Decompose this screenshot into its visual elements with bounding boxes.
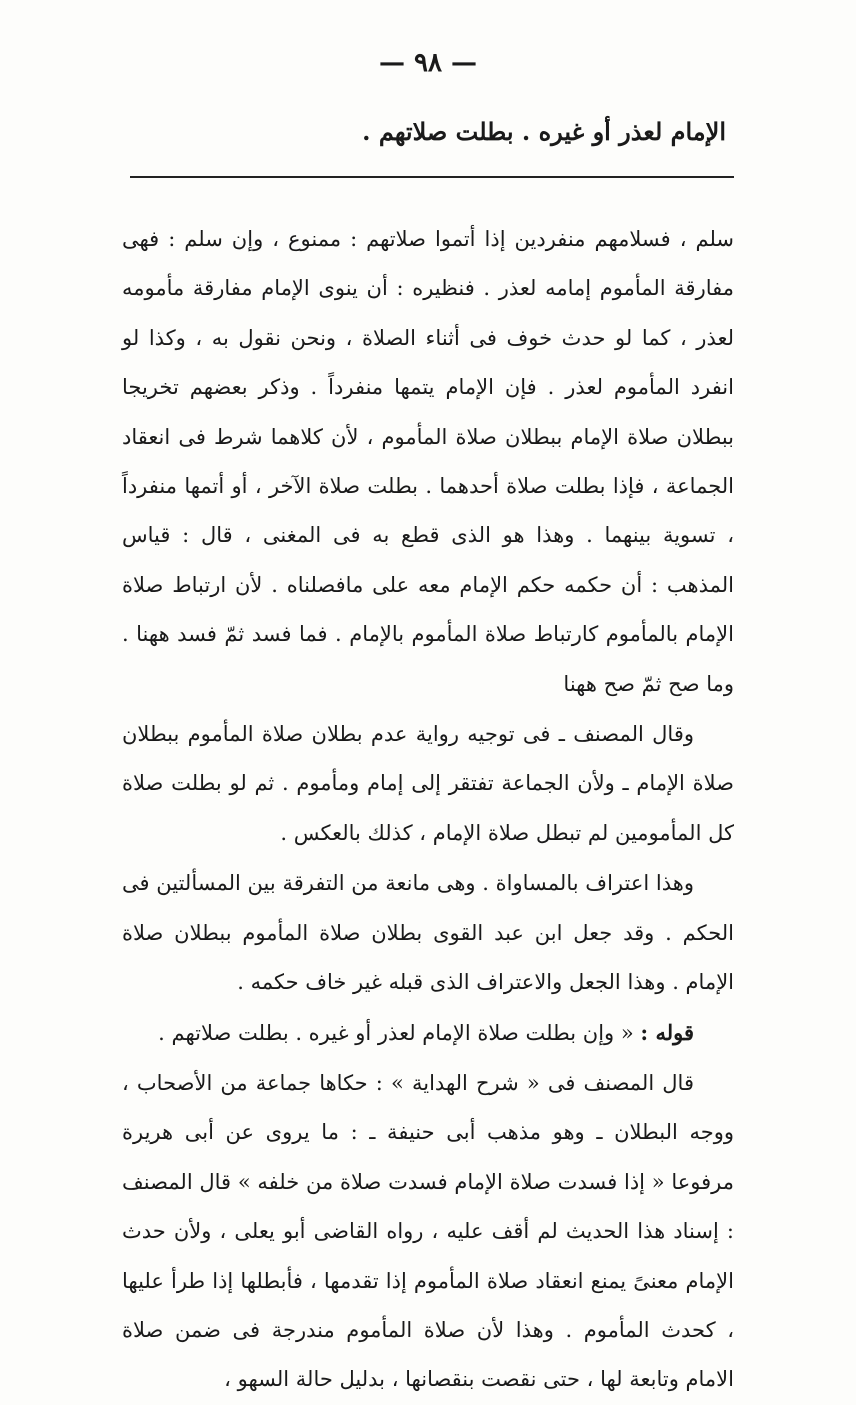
paragraph-text: قال المصنف فى « شرح الهداية » : حكاها جماعة من الأصحاب ، ووجه البطلان ـ وهو مذهب أبى حنيفة ـ : ما يروى عن أبى هريرة مرفوعا « إذا فسدت صلاة الإمام فسدت صلاة من خلفه » قال المصنف : إسناد هذا الحديث لم أقف عليه ، رواه القاضى أبو يعلى ، ولأن حدث الإمام معنىً يمنع انعقاد صلاة المأموم إذا تقدمها ، فأبطلها إذا طرأ عليها ، كحدث المأموم . وهذا لأن صلاة المأموم مندرجة فى ضمن صلاة الامام وتابعة لها ، حتى نقصت بنقصانها ، بدليل حالة السهو ، [122,1070,734,1392]
paragraph-text: وقال المصنف ـ فى توجيه رواية عدم بطلان صلاة المأموم ببطلان صلاة الإمام ـ ولأن الجماعة تفتقر إلى إمام ومأموم . ثم لو بطلت صلاة كل المأمومين لم تبطل صلاة الإمام ، كذلك بالعكس . [122,722,734,845]
matn-text: الإمام لعذر أو غيره . بطلت صلاتهم . [362,117,726,146]
page-number: — ٩٨ — [378,48,478,78]
separator-rule [130,176,734,178]
paragraph-lead: قوله : [640,1019,694,1045]
paragraph-1 [122,214,734,709]
paragraph-5 [122,1058,734,1405]
paragraph-text: « وإن بطلت صلاة الإمام لعذر أو غيره . بطلت صلاتهم . [158,1020,634,1045]
paragraph-3 [122,858,734,1007]
commentary-body [122,214,734,1405]
paragraph-text: وهذا اعتراف بالمساواة . وهى مانعة من التفرقة بين المسألتين فى الحكم . وقد جعل ابن عبد القوى بطلان صلاة المأموم ببطلان صلاة الإمام . وهذا الجعل والاعتراف الذى قبله غير خاف حكمه . [122,871,734,995]
paragraph-4 [122,1008,734,1058]
paragraph-2 [122,709,734,858]
paragraph-text: سلم ، فسلامهم منفردين إذا أتموا صلاتهم : ممنوع ، وإن سلم : فهى مفارقة المأموم إمامه لعذر . فنظيره : أن ينوى الإمام مفارقة مأمومه لعذر ، كما لو حدث خوف فى أثناء الصلاة ، ونحن نقول به ، وكذا لو انفرد المأموم لعذر . فإن الإمام يتمها منفرداً . وذكر بعضهم تخريجا ببطلان صلاة الإمام ببطلان صلاة المأموم ، لأن كلاهما شرط فى انعقاد الجماعة ، فإذا بطلت صلاة أحدهما . بطلت صلاة الآخر ، أو أتمها منفرداً ، تسوية بينهما . وهذا هو الذى قطع به فى المغنى ، قال : قياس المذهب : أن حكمه حكم الإمام معه على مافصلناه . لأن ارتباط صلاة الإمام بالمأموم كارتباط صلاة المأموم بالإمام . فما فسد ثمّ فسد ههنا . وما صح ثمّ صح ههنا [122,227,734,696]
